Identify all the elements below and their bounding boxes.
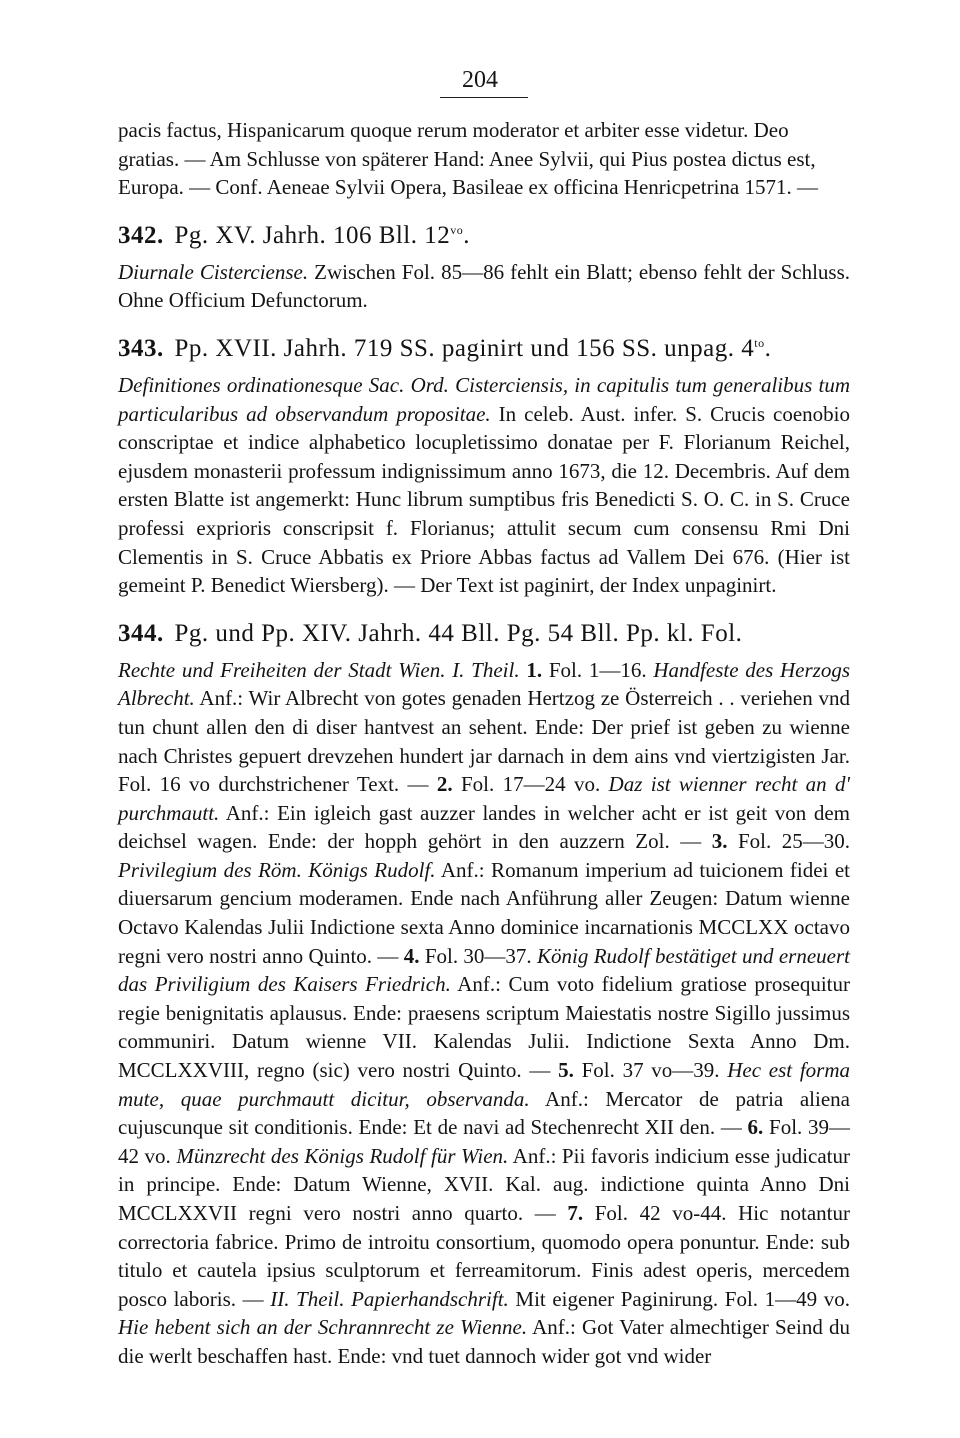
entry-number: 344. — [118, 619, 164, 647]
entry-title: Definitiones ordinationesque Sac. Ord. Cisterciensis, in capitulis tum generalibus tum particularibus ad observandum propositae. — [118, 372, 850, 426]
entry-heading — [118, 618, 850, 650]
page-number: 204 — [462, 67, 498, 93]
entry-title-segment: Daz ist wienner recht an d' purchmautt. — [118, 772, 850, 825]
entry-text-segment: Fol. 17—24 vo. — [452, 772, 609, 797]
entry-text-segment: Fol. 37 vo—39. — [573, 1058, 728, 1083]
entry-title-segment: Rechte und Freiheiten der Stadt Wien. I. Theil. — [118, 657, 520, 682]
entry-title-segment: Privilegium des Röm. Königs Rudolf. — [118, 857, 436, 882]
entry-text-segment: Fol. 42 vo-44. Hic notantur correctoria fabrice. Primo de introitu consortium, quomodo opera ponuntur. Ende: sub titulo et cautela ipsius sculptorum et ferreamitorum. Finis adest operis, mercedem posco laboris. — — [118, 1201, 850, 1311]
entry-heading-text: Pg. und Pp. XIV. Jahrh. 44 Bll. Pg. 54 Bll. Pp. kl. Fol. — [174, 619, 743, 647]
entry-text: Zwischen Fol. 85—86 fehlt ein Blatt; ebenso fehlt der Schluss. Ohne Officium Defunctorum. — [118, 259, 851, 313]
entry-heading-end: . — [764, 334, 772, 362]
entry-title-segment: II. Theil. Papierhandschrift. — [270, 1286, 509, 1311]
entry-text-segment: Anf.: Ein igleich gast auzzer landes in welcher acht er ist geit von dem deichsel wagen. Ende: der hopph gehört in den auzzern Zol. — — [118, 800, 850, 854]
entry-heading-text: Pp. XVII. Jahrh. 719 SS. paginirt und 156 SS. unpag. 4 — [174, 334, 755, 362]
entry-description — [118, 371, 850, 600]
page-content — [118, 116, 850, 1371]
entry-343 — [118, 333, 850, 600]
entry-heading-end: . — [463, 221, 471, 249]
section-number: 4. — [403, 943, 420, 968]
entry-title-segment: Handfeste des Herzogs Albrecht. — [118, 657, 851, 711]
entry-title-segment: Münzrecht des Königs Rudolf für Wien. — [176, 1143, 509, 1168]
entry-text-segment: Anf.: Romanum imperium ad tuicionem fidei et diuersarum gencium moderamen. Ende nach Anführung aller Zeugen: Datum wienne Octavo Kalendas Julii Indictione sexta Anno dominice incarnationis MCCLXX octavo regni vero nostri anno Quinto. — — [118, 857, 850, 968]
entry-text: In celeb. Aust. infer. S. Crucis coenobio conscriptae et indice alphabetico locupletissimo donatae per F. Florianum Reichel, ejusdem monasterii professum indignissimum anno 1673, die 12. Decembris. Auf dem ersten Blatte ist angemerkt: Hunc librum sumptibus fris Benedicti S. O. C. in S. Cruce professi exprioris conscripsit f. Florianus; attulit secum cum consensu Rmi Dni Clementis in S. Cruce Abbatis ex Priore Abbas factus ad Vallem Dei 676. (Hier ist gemeint P. Benedict Wiersberg). — Der Text ist paginirt, der Index unpaginirt. — [118, 401, 850, 598]
section-number: 1. — [526, 657, 543, 682]
entry-text-segment: Anf.: Cum voto fidelium gratiose prosequitur regie benignitatis aplausus. Ende: praesens scriptum Maiestatis nostre Sigillo jussimus communiri. Datum wienne VII. Kalendas Julii. Indictione Sexta Anno Dm. MCCLXXVIII, regno (sic) vero nostri Quinto. — — [118, 972, 850, 1083]
entry-text-segment: Anf.: Got Vater almechtiger Seind du die werlt beschaffen hast. Ende: vnd tuet dannoch wider got vnd wider — [118, 1315, 850, 1368]
entry-text-segment: Fol. 30—37. — [419, 943, 538, 968]
continuation-paragraph: pacis factus, Hispanicarum quoque rerum moderator et arbiter esse videtur. Deo gratias. — Am Schlusse von späterer Hand: Anee Sylvii, qui Pius postea dictus est, Europa. — Conf. Aeneae Sylvii Opera, Basileae ex officina Henricpetrina 1571. — — [118, 118, 818, 200]
entry-description — [118, 656, 850, 1371]
section-number: 7. — [567, 1201, 584, 1225]
entry-text-segment: Anf.: Pii favoris indicium esse judicatur in principe. Ende: Datum Wienne, XVII. Kal. aug. indictione quinta Anno Dni MCCLXXVII regni vero nostri anno quarto. — — [118, 1143, 851, 1225]
entry-heading — [118, 220, 850, 252]
section-number: 6. — [747, 1115, 764, 1140]
entry-342 — [118, 220, 850, 315]
entry-text-segment: Fol. 39—42 vo. — [118, 1115, 850, 1168]
entry-text-segment: Mit eigener Paginirung. Fol. 1—49 vo. — [508, 1286, 850, 1311]
entry-text-segment: Anf.: Wir Albrecht von gotes genaden Hertzog ze Österreich . . veriehen vnd tun chunt allen den di diser hantvest an sehent. Ende: Der prief ist geben zu wienne nach Christes gepuert drevzehen hundert jar darnach in dem ains vnd viertzigisten Jar. Fol. 16 vo durchstrichener Text. — — [118, 686, 850, 797]
entry-title-segment: König Rudolf bestätiget und erneuert das Priviligium des Kaisers Friedrich. — [118, 943, 850, 997]
entry-title-segment: Hec est forma mute, quae purchmautt dicitur, observanda. — [118, 1058, 851, 1111]
page-number-rule — [440, 97, 528, 98]
section-number: 2. — [436, 772, 453, 797]
entry-heading-sup: to — [754, 335, 765, 350]
entry-number: 342. — [118, 221, 164, 249]
entry-heading — [118, 333, 850, 365]
section-number: 3. — [711, 829, 728, 854]
section-number: 5. — [558, 1058, 574, 1083]
entry-title-segment: Hie hebent sich an der Schrannrecht ze Wienne. — [118, 1315, 528, 1340]
entry-text-segment: Fol. 25—30. — [727, 829, 850, 854]
entry-description — [118, 258, 850, 315]
entry-text-segment: Anf.: Mercator de patria aliena cujuscunque sit conditionis. Ende: Et de navi ad Stechenrecht XII den. — — [118, 1086, 850, 1140]
entry-number: 343. — [118, 334, 164, 362]
entry-heading-text: Pg. XV. Jahrh. 106 Bll. 12 — [174, 221, 451, 249]
entry-heading-sup: vo — [450, 222, 464, 237]
entry-text-segment: Fol. 1—16. — [542, 657, 654, 682]
entry-title: Diurnale Cisterciense. — [118, 259, 309, 284]
entry-344 — [118, 618, 850, 1371]
